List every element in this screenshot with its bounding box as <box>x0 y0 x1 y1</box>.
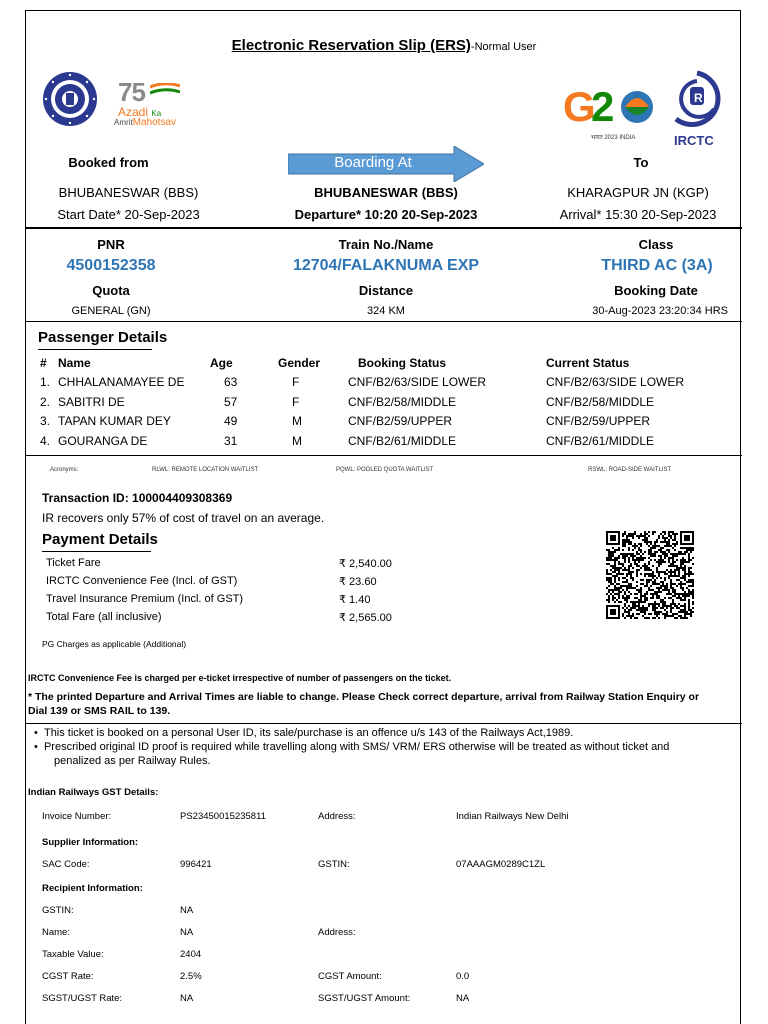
table-header-row <box>40 353 726 373</box>
passenger-details-title: Passenger Details <box>38 329 168 346</box>
boarding-arrow <box>288 146 484 182</box>
cgst-rate-label: CGST Rate: <box>42 971 94 982</box>
gst-title: Indian Railways GST Details: <box>28 787 159 798</box>
train-value: 12704/FALAKNUMA EXP <box>292 257 480 274</box>
divider <box>26 321 742 322</box>
cell: 1. <box>40 375 51 390</box>
title-underline <box>38 349 152 350</box>
cgst-amount-value: 0.0 <box>456 971 470 982</box>
train-label: Train No./Name <box>338 237 434 252</box>
irctc-wordmark: IRCTC <box>674 133 714 148</box>
ers-title: Electronic Reservation Slip (ERS) <box>231 37 471 54</box>
total-fare-value: ₹ 2,565.00 <box>339 612 392 624</box>
pnr-label: PNR <box>97 237 125 252</box>
cell: M <box>292 433 302 448</box>
irctc-logo <box>666 69 728 149</box>
convenience-fee-note: IRCTC Convenience Fee is charged per e-ticket irrespective of number of passengers on the ticket. <box>28 673 452 683</box>
table-row <box>40 392 726 412</box>
acronym-rlwl: RLWL: REMOTE LOCATION WAITLIST <box>152 467 259 473</box>
recipient-name-label: Name: <box>42 927 70 938</box>
indian-railways-emblem-icon <box>42 71 98 127</box>
address-label: Address: <box>318 811 356 822</box>
total-fare-label: Total Fare (all inclusive) <box>46 611 162 623</box>
table-row <box>40 431 726 451</box>
cell: 2. <box>40 394 51 409</box>
insurance-label: Travel Insurance Premium (Incl. of GST) <box>46 593 244 605</box>
acronyms-label: Acronyms: <box>50 467 79 473</box>
svg-text:G: G <box>563 83 596 130</box>
amrit-word: Amrit <box>114 118 133 127</box>
pnr-value: 4500152358 <box>66 257 156 274</box>
quota-label: Quota <box>92 283 130 298</box>
divider <box>26 723 742 724</box>
cell: M <box>292 414 302 429</box>
arrival-time: Arrival* 15:30 20-Sep-2023 <box>559 207 717 222</box>
table-row <box>40 373 726 393</box>
g20-caption: भारत 2023 INDIA <box>591 135 636 141</box>
recipient-title: Recipient Information: <box>42 883 143 894</box>
sac-value: 996421 <box>180 859 212 870</box>
gstin-label: GSTIN: <box>318 859 350 870</box>
cell: F <box>292 394 300 409</box>
svg-text:R: R <box>694 91 703 105</box>
cell: CNF/B2/58/MIDDLE <box>546 394 655 409</box>
col-header: Current Status <box>546 355 630 370</box>
sac-label: SAC Code: <box>42 859 90 870</box>
boarding-at-label: Boarding At <box>334 154 412 171</box>
cell: 63 <box>224 375 238 390</box>
recipient-name-value: NA <box>180 927 194 938</box>
recipient-gstin-label: GSTIN: <box>42 905 74 916</box>
acronym-rswl: RSWL: ROAD-SIDE WAITLIST <box>588 467 672 473</box>
supplier-title: Supplier Information: <box>42 837 139 848</box>
to-station: KHARAGPUR JN (KGP) <box>567 185 709 200</box>
cell: CNF/B2/63/SIDE LOWER <box>348 375 487 390</box>
title-underline <box>42 551 151 552</box>
bullet-text: Prescribed original ID proof is required while travelling along with SMS/ VRM/ ERS otherwise will be treated as without ticket and <box>43 741 670 753</box>
cell: CNF/B2/58/MIDDLE <box>348 394 457 409</box>
address-value: Indian Railways New Delhi <box>456 811 569 822</box>
sgst-amount-label: SGST/UGST Amount: <box>318 993 411 1004</box>
svg-text:2: 2 <box>591 83 615 130</box>
from-station: BHUBANESWAR (BBS) <box>58 185 199 200</box>
cell: GOURANGA DE <box>58 433 148 448</box>
col-header: Gender <box>278 355 321 370</box>
class-label: Class <box>638 237 674 252</box>
cell: 31 <box>224 433 238 448</box>
ticket-fare-label: Ticket Fare <box>46 557 101 569</box>
cell: SABITRI DE <box>58 394 125 409</box>
qr-code <box>606 531 694 619</box>
cell: 3. <box>40 414 51 429</box>
bullet-id-proof: • Prescribed original ID proof is required while travelling along with SMS/ VRM/ ERS otherwise will be treated as without ticket and <box>34 741 670 753</box>
invoice-label: Invoice Number: <box>42 811 112 822</box>
flag-swoosh-icon <box>150 83 180 95</box>
bullet-id-proof-cont: penalized as per Railway Rules. <box>54 755 211 767</box>
gstin-value: 07AAAGM0289C1ZL <box>456 859 546 870</box>
azadi-word: Azadi <box>118 105 149 119</box>
table-row <box>40 412 726 432</box>
page-title <box>26 37 742 54</box>
insurance-value: ₹ 1.40 <box>339 594 371 606</box>
col-header: # <box>40 355 47 370</box>
cgst-amount-label: CGST Amount: <box>318 971 382 982</box>
cost-recovery-note: IR recovers only 57% of cost of travel on an average. <box>42 511 325 525</box>
ers-subtitle: -Normal User <box>470 41 537 53</box>
quota-value: GENERAL (GN) <box>71 305 151 317</box>
boarding-station: BHUBANESWAR (BBS) <box>314 185 458 200</box>
convenience-fee-value: ₹ 23.60 <box>339 576 377 588</box>
seventy-five-mark: 75 <box>118 77 145 107</box>
col-header: Booking Status <box>358 355 447 370</box>
col-header: Age <box>210 355 233 370</box>
class-value: THIRD AC (3A) <box>601 257 713 274</box>
invoice-value: PS23450015235811 <box>180 811 266 822</box>
sgst-amount-value: NA <box>456 993 470 1004</box>
passenger-table <box>40 353 726 451</box>
cell: 49 <box>224 414 238 429</box>
convenience-fee-label: IRCTC Convenience Fee (Incl. of GST) <box>46 575 238 587</box>
divider <box>26 455 742 456</box>
bullet-resale: • This ticket is booked on a personal User ID, its sale/purchase is an offence u/s 143 of the Railways Act,1989. <box>34 727 574 739</box>
booking-date-label: Booking Date <box>614 283 698 298</box>
taxable-label: Taxable Value: <box>42 949 104 960</box>
divider <box>26 227 742 229</box>
g20-logo <box>563 83 659 143</box>
pg-charges-note: PG Charges as applicable (Additional) <box>42 639 187 649</box>
cell: CNF/B2/61/MIDDLE <box>348 433 457 448</box>
sgst-rate-label: SGST/UGST Rate: <box>42 993 123 1004</box>
azadi-ka-amrit-mahotsav-logo <box>114 77 204 137</box>
ka-word: Ka <box>151 109 162 118</box>
cgst-rate-value: 2.5% <box>180 971 202 982</box>
acronym-pqwl: PQWL: POOLED QUOTA WAITLIST <box>336 467 434 473</box>
mahotsav-word: Mahotsav <box>132 117 177 128</box>
ticket-fare-value: ₹ 2,540.00 <box>339 558 392 570</box>
cell: 4. <box>40 433 51 448</box>
start-date: Start Date* 20-Sep-2023 <box>57 207 200 222</box>
cell: CNF/B2/63/SIDE LOWER <box>546 375 685 390</box>
departure-time: Departure* 10:20 20-Sep-2023 <box>294 207 478 222</box>
bullet-text: This ticket is booked on a personal User ID, its sale/purchase is an offence u/s 143 of the Railways Act,1989. <box>43 727 574 739</box>
sgst-rate-value: NA <box>180 993 194 1004</box>
taxable-value: 2404 <box>180 949 202 960</box>
cell: CNF/B2/59/UPPER <box>348 414 453 429</box>
booked-from-label: Booked from <box>68 155 149 170</box>
timing-note-line2: Dial 139 or SMS RAIL to 139. <box>28 705 171 717</box>
cell: TAPAN KUMAR DEY <box>58 414 171 429</box>
distance-label: Distance <box>358 283 414 298</box>
recipient-address-label: Address: <box>318 927 356 938</box>
payment-details-title: Payment Details <box>42 531 158 548</box>
recipient-gstin-value: NA <box>180 905 194 916</box>
cell: CNF/B2/59/UPPER <box>546 414 651 429</box>
cell: CNF/B2/61/MIDDLE <box>546 433 655 448</box>
col-header: Name <box>58 355 91 370</box>
transaction-id: Transaction ID: 100004409308369 <box>42 491 233 505</box>
cell: F <box>292 375 300 390</box>
distance-value: 324 KM <box>367 305 405 317</box>
to-label: To <box>633 155 649 170</box>
booking-date-value: 30-Aug-2023 23:20:34 HRS <box>592 305 728 317</box>
cell: 57 <box>224 394 238 409</box>
cell: CHHALANAMAYEE DE <box>58 375 185 390</box>
ers-ticket <box>25 10 741 1024</box>
timing-note-line1: * The printed Departure and Arrival Times are liable to change. Please Check correct departure, arrival from Railway Station Enquiry or <box>28 691 700 703</box>
